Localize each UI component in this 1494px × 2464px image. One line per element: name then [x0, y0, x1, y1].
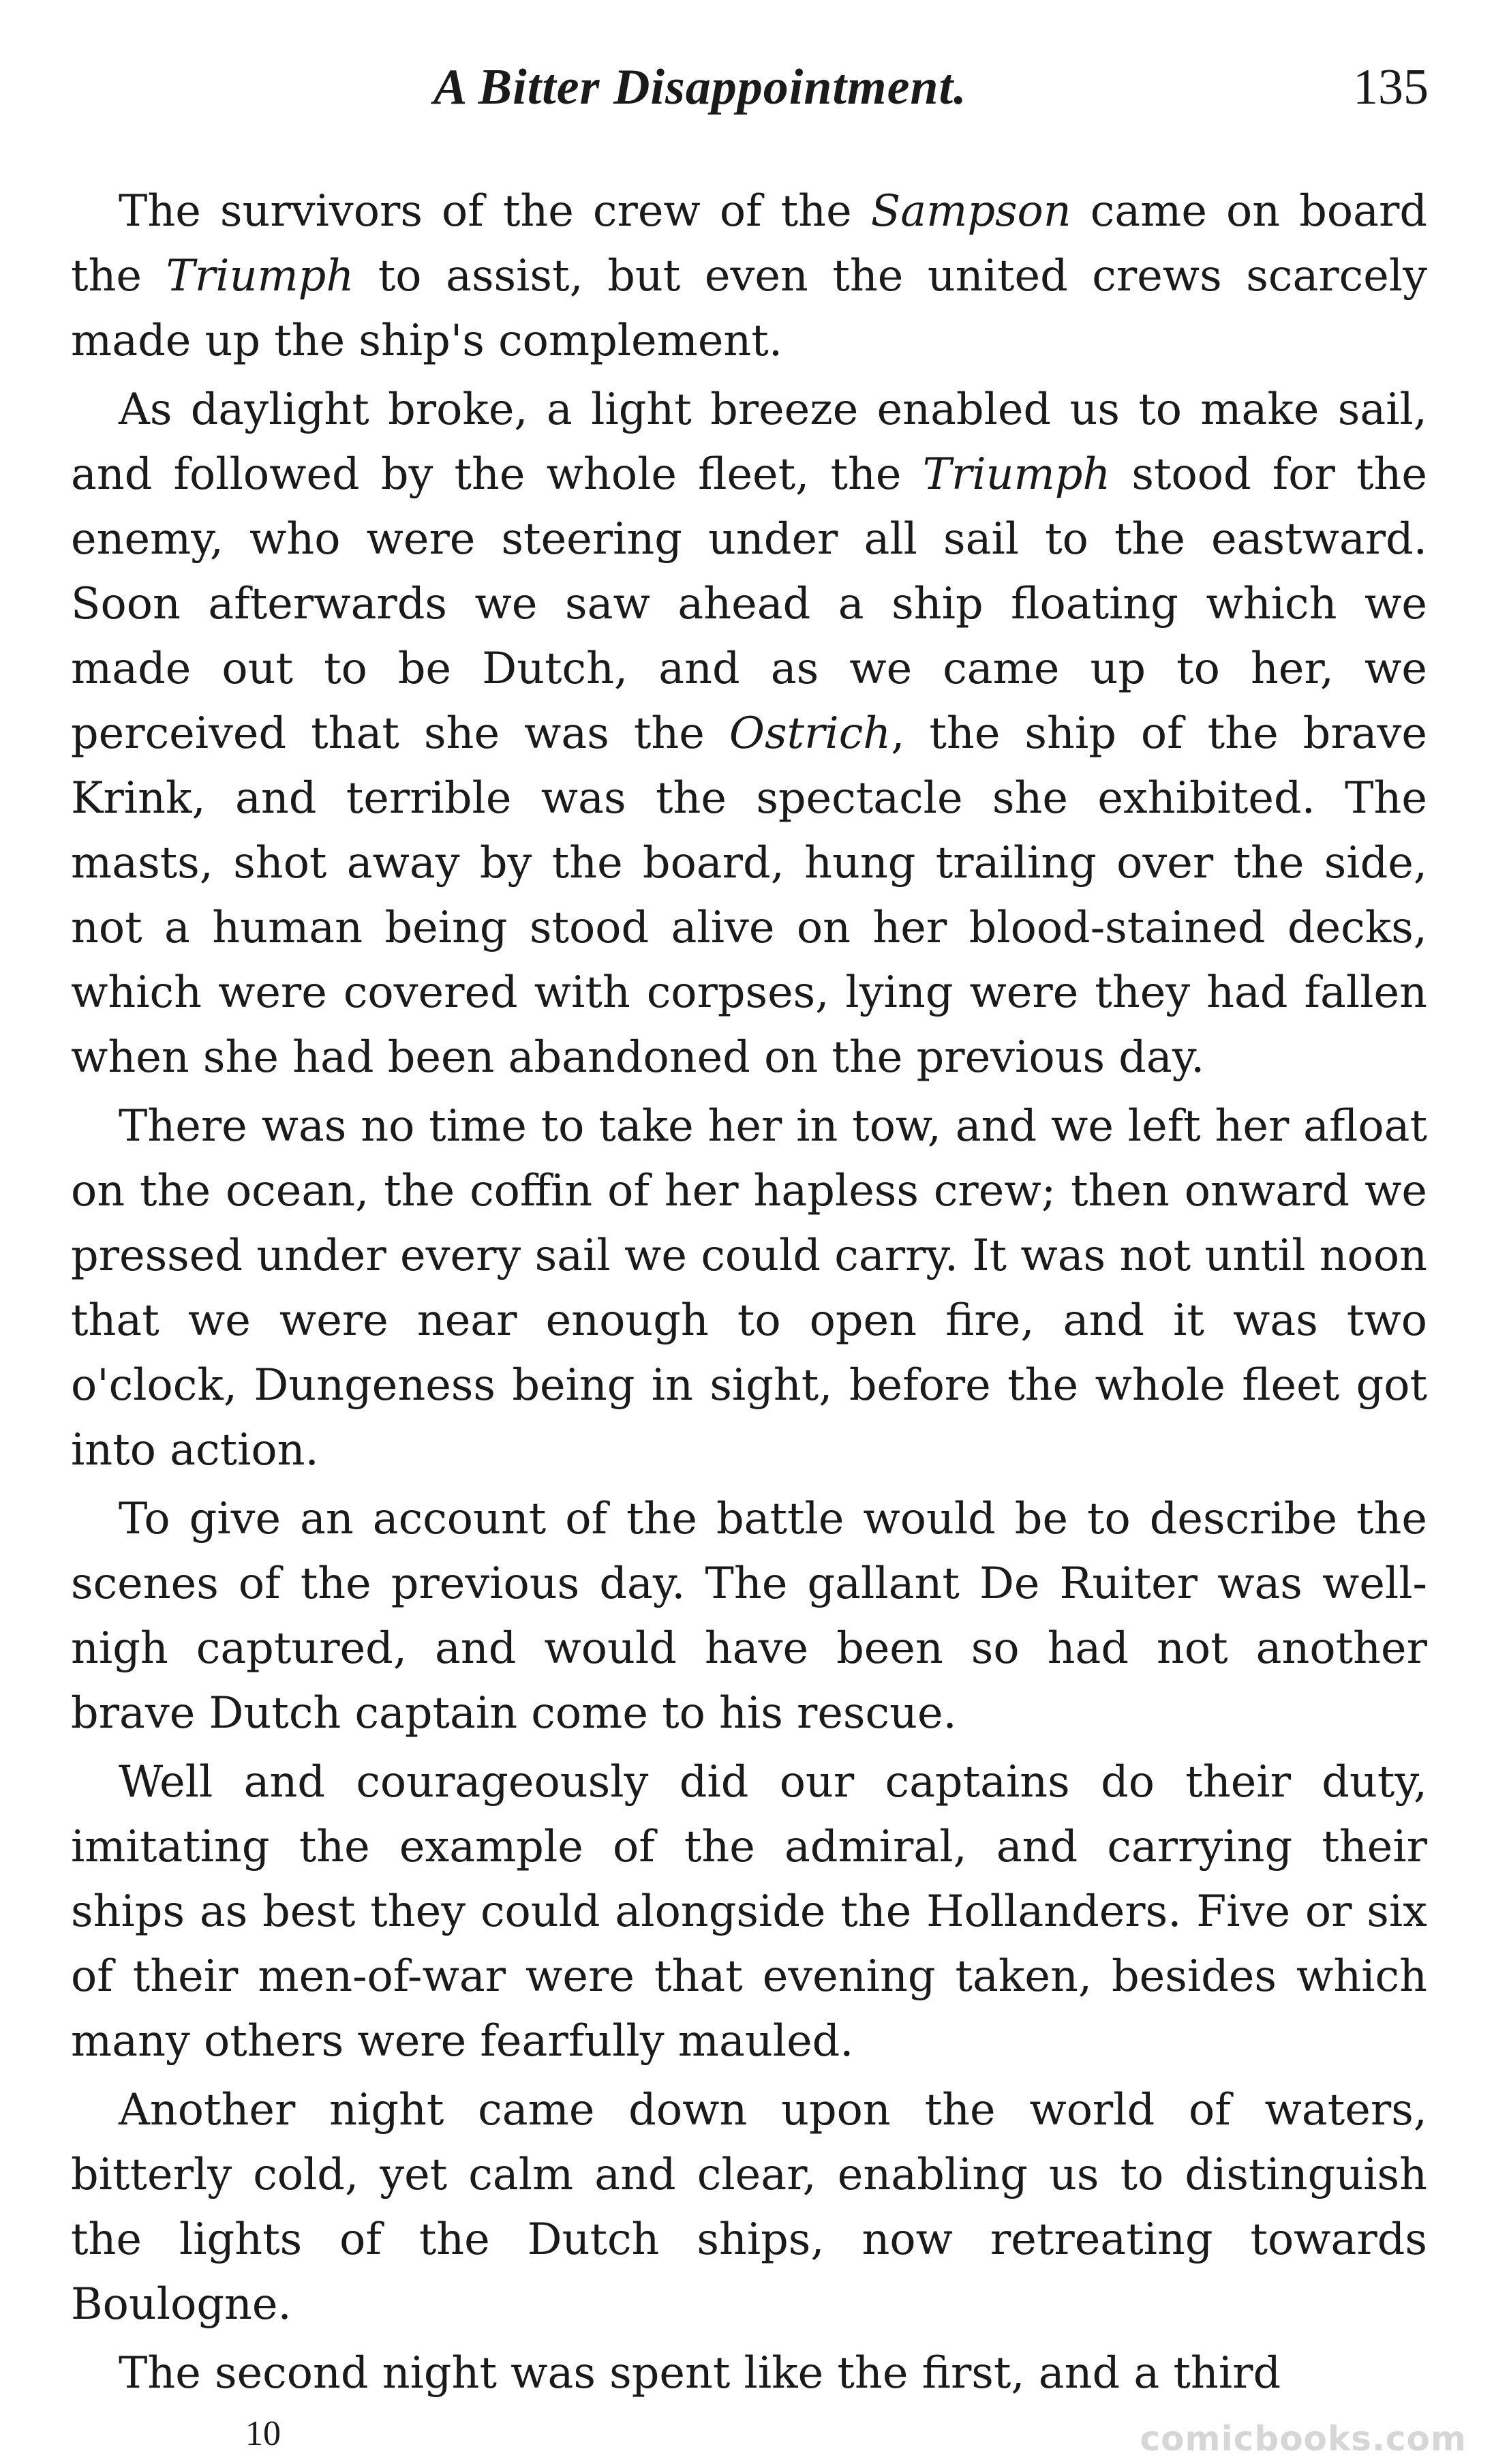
page-header [65, 59, 1429, 120]
ship-name: Triumph [166, 250, 354, 301]
watermark: comicbooks.com [1140, 2419, 1467, 2459]
paragraph: Well and courageously did our captains do their duty, imitating the example of the admiral, and carrying their ships as best they could alongside the Hollanders. Five or six of their men-of-war were that evening taken, besides which many others were fearfully mauled. [71, 1756, 1427, 2066]
paragraph: The second night was spent like the first, and a third [119, 2347, 1281, 2398]
signature-mark: 10 [245, 2414, 281, 2453]
paragraph: The survivors of the crew of the Sampson came on board the Triumph to assist, but even the united crews scarcely made up the ship's complement. [71, 185, 1428, 365]
page-number: 135 [1353, 59, 1429, 115]
paragraph: To give an account of the battle would be to describe the scenes of the previous day. The gallant De Ruiter was well-nigh captured, and would have been so had not another brave Dutch captain come to his rescue. [71, 1493, 1427, 1738]
paragraph: There was no time to take her in tow, and we left her afloat on the ocean, the coffin of her hapless crew; then onward we pressed under every sail we could carry. It was not until noon that we were near enough to open fire, and it was two o'clock, Dungeness being in sight, before the whole fleet got into action. [71, 1100, 1427, 1475]
body-text [71, 179, 1427, 2409]
running-title: A Bitter Disappointment. [433, 59, 967, 115]
ship-name: Triumph [922, 449, 1111, 499]
ship-name: Ostrich [729, 708, 891, 758]
paragraph: As daylight broke, a light breeze enabled us to make sail, and followed by the whole fleet, the Triumph stood for the enemy, who were steering under all sail to the eastward. Soon afterwards we saw ahead a ship floating which we made out to be Dutch, and as we came up to her, we perceived that she was the Ostrich, the ship of the brave Krink, and terrible was the spectacle she exhibited. The masts, shot away by the board, hung trailing over the side, not a human being stood alive on her blood-stained decks, which were covered with corpses, lying were they had fallen when she had been abandoned on the previous day. [71, 384, 1427, 1082]
ship-name: Sampson [870, 185, 1071, 236]
paragraph: Another night came down upon the world of waters, bitterly cold, yet calm and clear, enabling us to distinguish the lights of the Dutch ships, now retreating towards Boulogne. [71, 2084, 1427, 2329]
